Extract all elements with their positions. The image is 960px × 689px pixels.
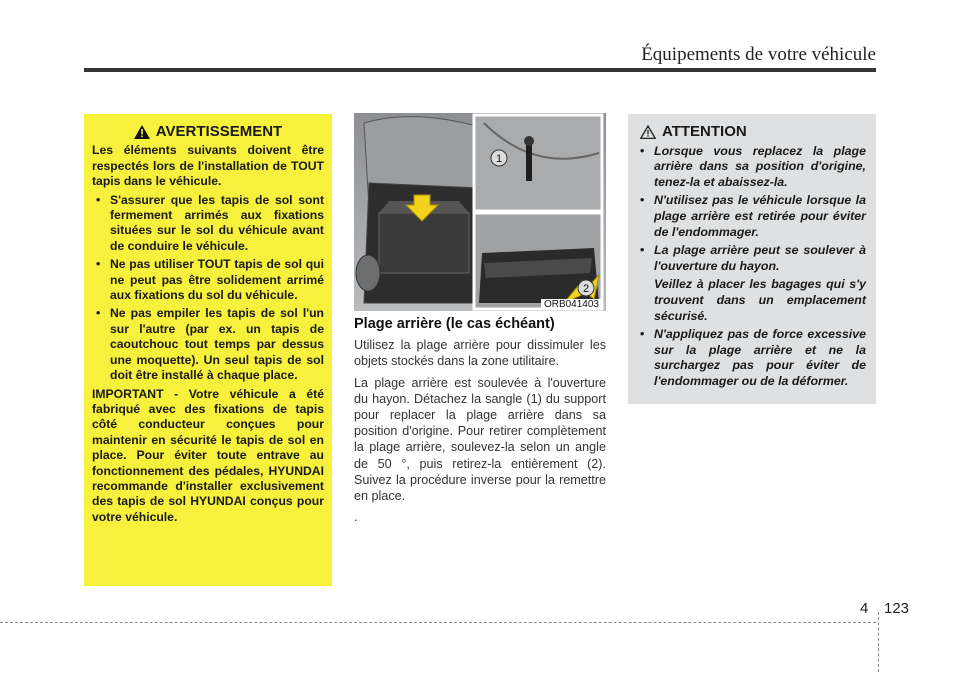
attention-list-cont (638, 327, 866, 389)
main-section (354, 316, 606, 530)
figure-caption: ORB041403 (541, 299, 602, 310)
attention-bullet: • N'appliquez pas de force excessive sur la plage arrière et ne la surchargez pas pour éviter de l'endommager ou de la déformer. (638, 327, 866, 389)
page-number: 123 (884, 600, 910, 617)
callout-1: 1 (495, 153, 503, 165)
warning-list (92, 193, 324, 384)
footer-rule (0, 622, 876, 623)
attention-bullet: • La plage arrière peut se soulever à l'ouverture du hayon. (638, 243, 866, 274)
warning-box (84, 114, 332, 586)
attention-box (628, 114, 876, 404)
attention-title-row (640, 124, 866, 140)
warning-title: AVERTISSEMENT (155, 123, 283, 140)
warning-bullet: • S'assurer que les tapis de sol sont fermement arrimés aux fixations situées sur le sol du véhicule avant de conduire le véhicule. (92, 193, 324, 255)
section-paragraph: Utilisez la plage arrière pour dissimuler les objets stockés dans la zone utilitaire. (354, 338, 606, 369)
callout-2: 2 (582, 283, 590, 295)
attention-list (638, 144, 866, 275)
warning-important: IMPORTANT - Votre véhicule a été fabriqué avec des fixations de tapis côté conducteur conçues pour maintenir en sécurité le tapis de sol en place. Pour éviter toute entrave au fonctionnement des pédales, HYUNDAI recommande d'installer exclusivement des tapis de sol HYUNDAI conçus pour votre véhicule. (92, 386, 324, 524)
page-header-title: Équipements de votre véhicule (641, 44, 876, 65)
section-paragraph: . (354, 510, 358, 525)
chapter-number: 4 (860, 600, 869, 617)
warning-bullet: • Ne pas empiler les tapis de sol l'un sur l'autre (par ex. un tapis de caoutchouc tout temps par dessus une moquette). Un seul tapis de sol doit être installé à chaque place. (92, 306, 324, 383)
attention-bullet: • Lorsque vous replacez la plage arrière dans sa position d'origine, tenez-la et abaissez-la. (638, 144, 866, 191)
section-heading: Plage arrière (le cas échéant) (354, 316, 555, 332)
attention-title: ATTENTION (662, 123, 747, 140)
warning-triangle-icon (134, 125, 150, 139)
warning-title-row (92, 124, 324, 139)
cargo-cover-figure (354, 113, 606, 311)
warning-intro: Les éléments suivants doivent être respectés lors de l'installation de TOUT tapis dans le véhicule. (92, 143, 324, 189)
warning-bullet: • Ne pas utiliser TOUT tapis de sol qui ne peut pas être solidement arrimé aux fixations du sol du véhicule. (92, 257, 324, 303)
caution-triangle-icon (640, 125, 656, 139)
section-paragraph: La plage arrière est soulevée à l'ouverture du hayon. Détachez la sangle (1) du support pour replacer la plage arrière dans sa position d'origine. Pour retirer complètement la plage arrière, soulevez-la selon un angle de 50 °, puis retirez-la entièrement (2). Suivez la procédure inverse pour la remettre en place. (354, 375, 606, 504)
attention-subnote: Veillez à placer les bagages qui s'y trouvent dans un emplacement sécurisé. (654, 277, 866, 323)
cargo-area-illustration (354, 113, 606, 311)
attention-bullet: • N'utilisez pas le véhicule lorsque la plage arrière est retirée pour éviter de l'endommager. (638, 193, 866, 240)
header-rule (84, 68, 876, 72)
footer-divider (878, 612, 879, 672)
